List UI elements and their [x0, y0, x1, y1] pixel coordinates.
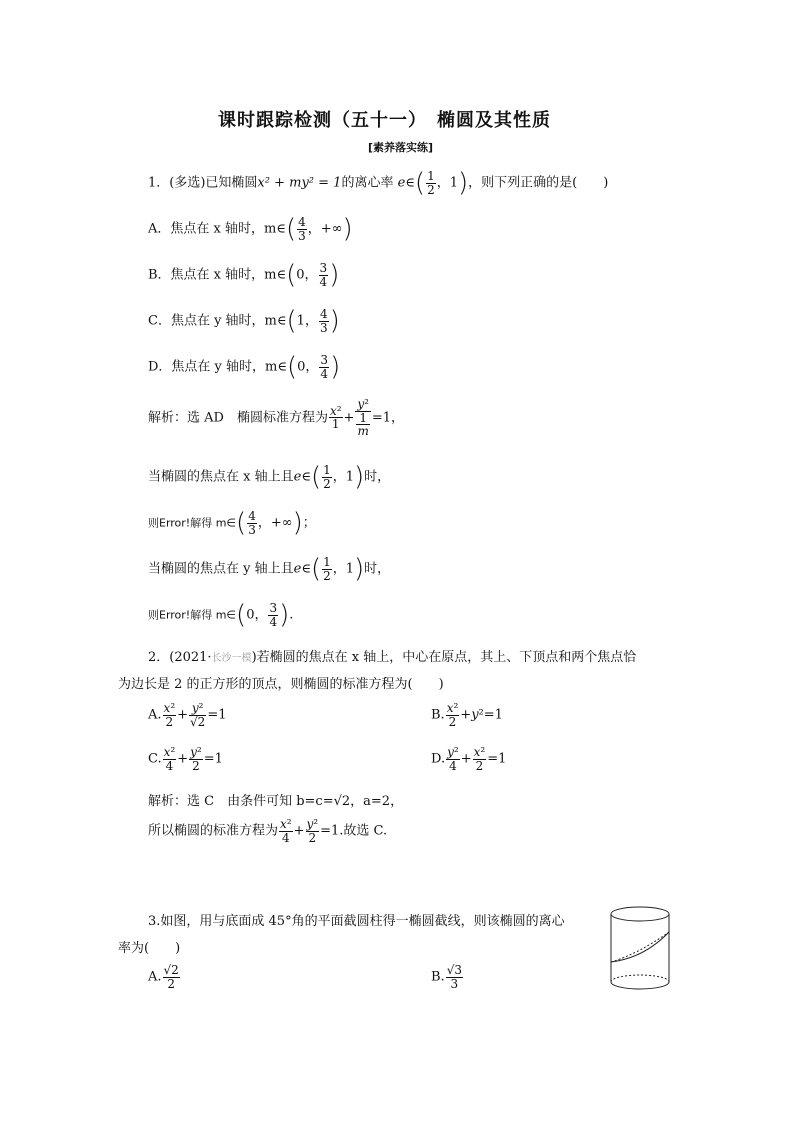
q3-stem-line1: 3.如图，用与底面成 45°角的平面截圆柱得一椭圆截线，则该椭圆的离心 [148, 914, 565, 929]
q1-solution-line1: 解析：选 AD 椭圆标准方程为 $\frac{\text{x²}}{1}$ + $\frac{\text{y²}}{\frac{1}{m}}$ =1， [148, 397, 405, 439]
q1-solution-line2: 当椭圆的焦点在 x 轴上且e∈( $\frac{1}{2}$ ，1)时， [148, 462, 391, 493]
q1-option-d[interactable]: D．焦点在 y 轴时，m∈(0， $\frac{3}{4}$ ) [148, 352, 341, 383]
q1-option-c[interactable]: C．焦点在 y 轴时，m∈(1， $\frac{4}{3}$ ) [148, 306, 340, 337]
q2-solution-line2: 所以椭圆的标准方程为 $\frac{\text{x²}}{4}$ + $\frac{\text{y²}}{2}$ =1.故选 C. [148, 817, 388, 845]
page-title: 课时跟踪检测（五十一） 椭圆及其性质 [218, 110, 551, 131]
q2-option-c[interactable]: C. $\frac{\text{x²}}{4}$ + $\frac{\text{y²}}{2}$ =1 [148, 745, 223, 773]
q2-solution-line1: 解析：选 C 由条件可知 b=c=√2，a=2， [148, 794, 404, 809]
q3-stem-line2: 率为( ) [118, 941, 181, 956]
q1-solution-line3: 则Error!解得 m∈( $\frac{4}{3}$ ，+∞)； [148, 508, 316, 539]
q2-option-a[interactable]: A. $\frac{\text{x²}}{2}$ + $\frac{\text{y²}}{√2}$ =1 [148, 701, 227, 729]
q1-stem: 1．(多选)已知椭圆x² + my² = 1的离心率 e∈( $\frac{1}{2}$ ，1)，则下列正确的是( ) [148, 168, 609, 199]
q2-stem-line1: 2．(2021·长沙一模)若椭圆的焦点在 x 轴上，中心在原点，其上、下顶点和两个焦点恰 [148, 650, 637, 665]
section-label: [素养落实练] [368, 141, 434, 154]
q3-option-b[interactable]: B. $\frac{√3}{3}$ [431, 963, 462, 991]
q1-option-a[interactable]: A．焦点在 x 轴时，m∈( $\frac{4}{3}$ ，+∞) [148, 214, 353, 245]
q2-option-d[interactable]: D. $\frac{\text{y²}}{4}$ + $\frac{\text{x²}}{2}$ =1 [431, 745, 507, 773]
q2-stem-line2: 为边长是 2 的正方形的顶点，则椭圆的标准方程为( ) [118, 677, 444, 692]
q1-option-b[interactable]: B．焦点在 x 轴时，m∈(0， $\frac{3}{4}$ ) [148, 260, 340, 291]
q1-solution-line4: 当椭圆的焦点在 y 轴上且e∈( $\frac{1}{2}$ ，1)时， [148, 554, 391, 585]
q2-option-b[interactable]: B. $\frac{\text{x²}}{2}$ +y²=1 [431, 701, 503, 729]
q1-equation: x² + my² = 1 [257, 175, 342, 191]
cylinder-ellipse-figure-icon [608, 904, 672, 992]
q1-solution-line5: 则Error!解得 m∈(0， $\frac{3}{4}$ ). [148, 600, 294, 631]
q2-source: 长沙一模 [211, 653, 252, 664]
q3-option-a[interactable]: A. $\frac{√2}{2}$ [148, 963, 179, 991]
